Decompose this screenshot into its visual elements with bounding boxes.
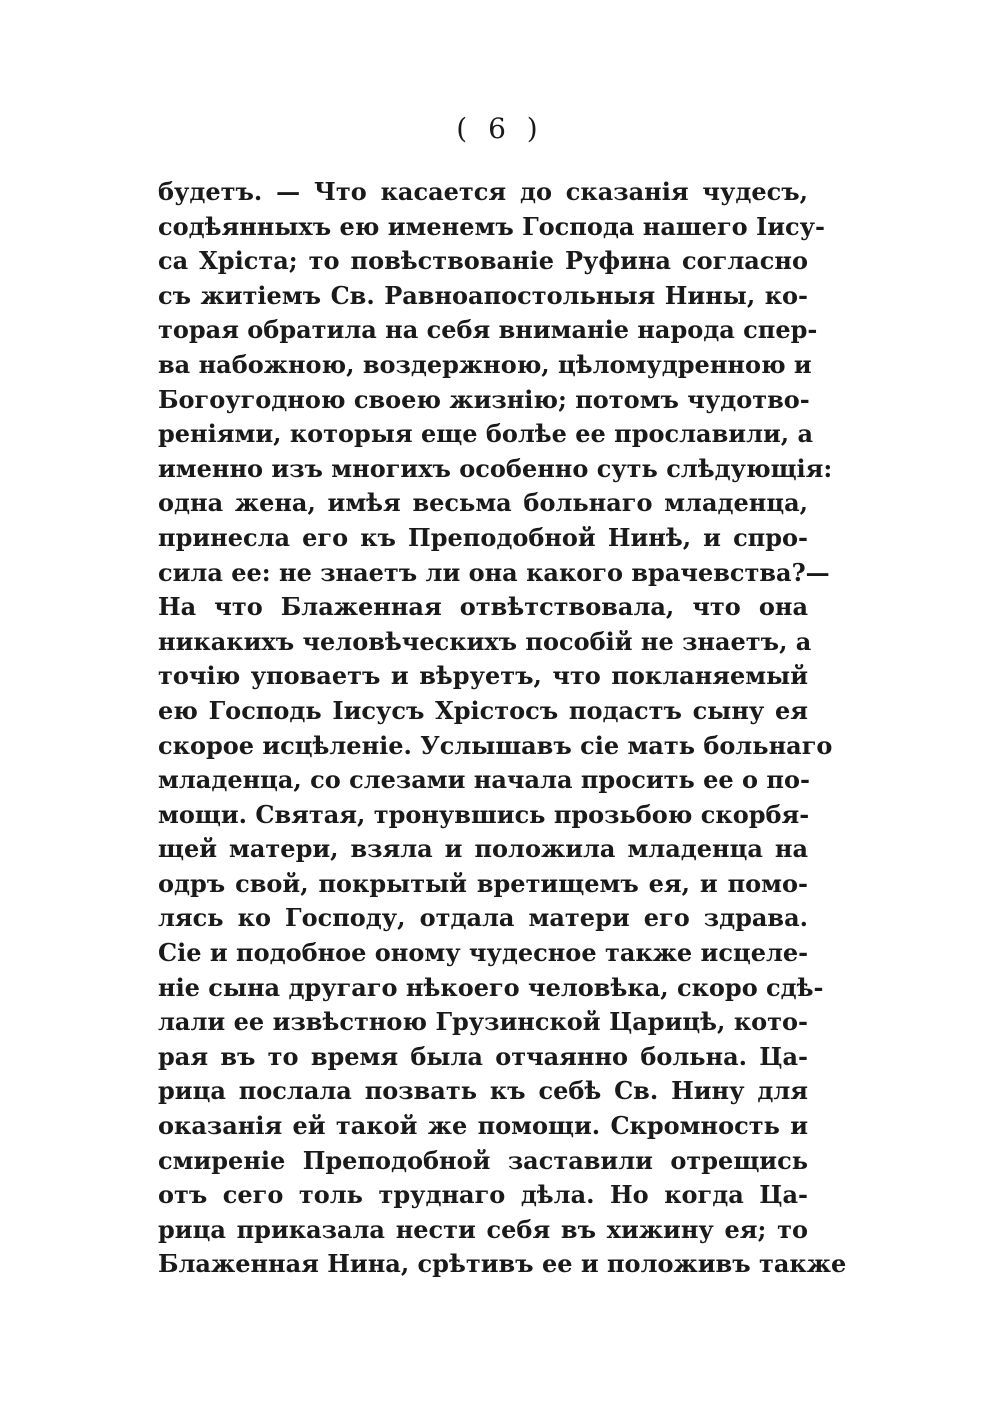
text-line: одна жена, имѣя весьма больнаго младенца, [158,488,808,518]
text-line: отъ сего толь труднаго дѣла. Но когда Ца- [158,1180,808,1210]
text-line: ею Господь Іисусъ Хрістосъ подастъ сыну ея [158,695,808,725]
text-line: са Хріста; то повѣствованіе Руфина согласно [158,246,808,276]
text-line: скорое исцѣленіе. Услышавъ сіе мать больнаго [158,730,833,760]
text-line: младенца, со слезами начала просить ее о по- [158,765,810,795]
text-line: реніями, которыя еще болѣе ее прославили, а [158,419,814,449]
text-line: сила ее: не знаетъ ли она какого врачевства?— [158,557,830,587]
text-line: принесла его къ Преподобной Нинѣ, и спро- [158,522,808,552]
text-line: рая въ то время была отчаянно больна. Ца- [158,1041,808,1071]
text-line: содѣянныхъ ею именемъ Господа нашего Іису- [158,211,825,241]
text-line: торая обратила на себя вниманіе народа спер- [158,315,818,345]
page-number: ( 6 ) [456,112,544,145]
text-line: смиреніе Преподобной заставили отрещись [158,1145,808,1175]
text-line: Блаженная Нина, срѣтивъ ее и положивъ также [158,1249,847,1279]
text-line: оказанія ей такой же помощи. Скромность и [158,1111,808,1141]
text-line: лясь ко Господу, отдала матери его здрава. [158,903,808,933]
text-line: щей матери, взяла и положила младенца на [158,834,808,864]
text-line: На что Блаженная отвѣтствовала, что она [158,592,808,622]
text-line: ніе сына другаго нѣкоего человѣка, скоро сдѣ- [158,972,824,1002]
text-line: Сіе и подобное оному чудесное также исцеле- [158,938,809,968]
text-line: рица приказала нести себя въ хижину ея; то [158,1214,808,1244]
text-line: мощи. Святая, тронувшись прозьбою скорбя- [158,799,810,829]
text-line: ва набожною, воздержною, цѣломудренною и [158,349,812,379]
text-line: съ житіемъ Св. Равноапостольныя Нины, ко- [158,280,808,310]
text-line: одръ свой, покрытый вретищемъ ея, и помо- [158,868,808,898]
text-line: никакихъ человѣческихъ пособій не знаетъ, а [158,626,812,656]
text-line: лали ее извѣстною Грузинской Царицѣ, кото- [158,1007,808,1037]
text-line: именно изъ многихъ особенно суть слѣдующія: [158,453,833,483]
text-line: рица послала позвать къ себѣ Св. Нину для [158,1076,808,1106]
text-line: Богоугодною своею жизнію; потомъ чудотво- [158,384,810,414]
text-line: будетъ. — Что касается до сказанія чудесъ, [158,177,808,206]
body-text [158,175,847,1282]
text-line: точію уповаетъ и вѣруетъ, что покланяемый [158,661,808,691]
